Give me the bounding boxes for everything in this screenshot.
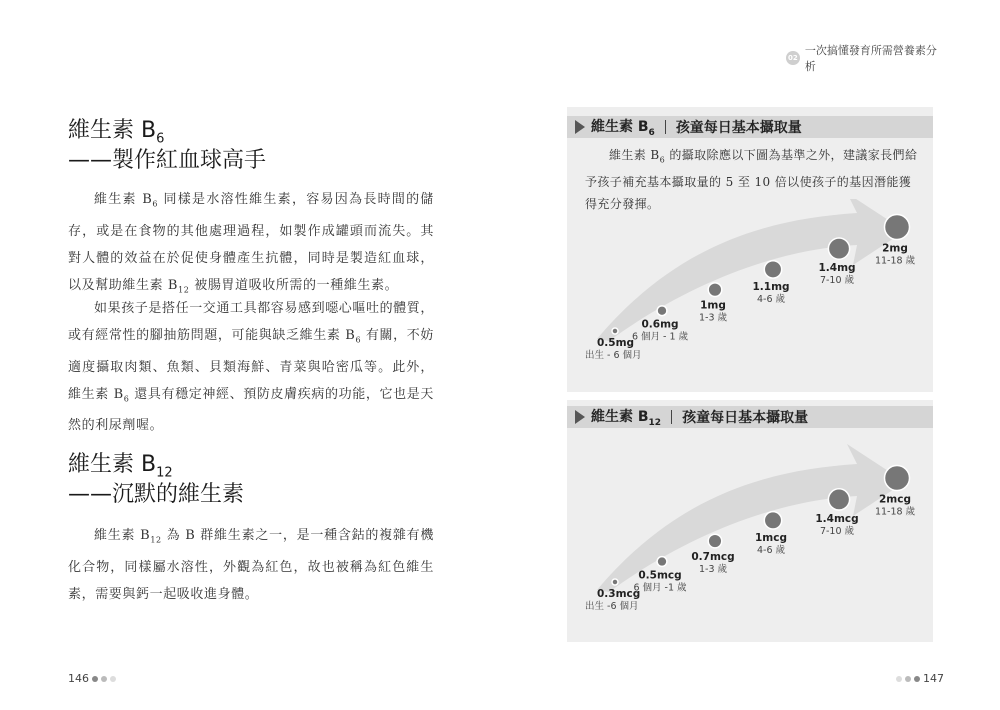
triangle-icon [575, 410, 585, 424]
intake-dot [612, 579, 618, 585]
subscript: 6 [659, 155, 666, 165]
age-label: 1-3 歲 [698, 563, 728, 575]
text-run: 如果孩子是搭任一交通工具都容易感到噁心嘔吐的體質，或有經常性的腳抽筋問題，可能與缺乏維生素 B [68, 301, 435, 343]
value-label: 1.4mg [818, 262, 856, 275]
b6-title: 維生素 $B_6$ [68, 118, 165, 147]
b6-box-header [567, 116, 933, 138]
intake-dot [657, 557, 667, 567]
right-page-number: 147 [896, 672, 944, 685]
intake-dot [708, 534, 722, 548]
header-divider [665, 120, 666, 134]
age-label: 出生 -6 個月 [585, 601, 639, 612]
intake-dot [764, 261, 781, 278]
age-label: 11-18 歲 [874, 506, 916, 518]
text-run: 維生素 B [94, 528, 151, 543]
subscript: 12 [178, 285, 190, 295]
value-label: 1mcg [755, 532, 787, 545]
age-label: 1-3 歲 [698, 312, 728, 324]
b6-box-vitamin: 維生素 $B_6$ [591, 119, 655, 138]
b12-subtitle: ——沉默的維生素 [68, 482, 245, 507]
subscript: 12 [150, 535, 162, 545]
age-label: 6 個月 -1 歲 [633, 582, 687, 594]
age-label: 7-10 歲 [819, 526, 855, 538]
b6-paragraph-1 [68, 186, 434, 303]
value-label: 0.5mcg [638, 569, 682, 582]
intake-dot [612, 328, 618, 334]
intake-dot [764, 512, 781, 529]
intake-dot [885, 215, 910, 240]
b12-title: 維生素 $B_{12}$ [68, 452, 173, 481]
text-run: 為 B 群維生素之一，是一種含鈷的複雜有機化合物，同樣屬水溶性，外觀為紅色，故也被稱為紅色維生素，需要與鈣一起吸收進身體。 [68, 528, 435, 602]
value-label: 0.5mg [597, 337, 635, 349]
text-run: 的攝取除應以下圖為基準之外，建議家長們給予孩子補充基本攝取量的 5 至 10 倍以使孩子的基因潛能獲得充分發揮。 [585, 148, 918, 212]
age-label: 4-6 歲 [756, 294, 786, 306]
subscript: 6 [123, 394, 130, 404]
value-label: 0.7mcg [691, 550, 735, 563]
b12-intake-box [567, 400, 933, 642]
text-run: 同樣是水溶性維生素，容易因為長時間的儲存，或是在食物的其他處理過程，如製作成罐頭而流失。其對人體的效益在於促使身體產生抗體，同時是製造紅血球，以及幫助維生素 B [68, 192, 435, 293]
text-run: 維生素 B [609, 148, 660, 162]
age-label: 6 個月 - 1 歲 [631, 331, 689, 343]
b12-paragraph-1 [68, 522, 434, 608]
b12-box-title: 孩童每日基本攝取量 [682, 410, 809, 426]
header-divider [671, 410, 672, 424]
b6-paragraph-2 [68, 295, 434, 439]
value-label: 2mg [882, 242, 908, 255]
value-label: 2mcg [879, 493, 911, 506]
intake-dot [708, 283, 722, 297]
value-label: 1.4mcg [815, 513, 859, 526]
running-header [786, 44, 946, 73]
age-label: 出生 - 6 個月 [585, 350, 642, 361]
text-run: 還具有穩定神經、預防皮膚疾病的功能，它也是天然的利尿劑喔。 [68, 386, 435, 434]
b6-intake-chart [567, 199, 933, 389]
chapter-title: 一次搞懂發育所需營養素分析 [804, 44, 937, 73]
subscript: 6 [355, 335, 362, 345]
text-run: 維生素 B [94, 192, 153, 207]
b12-box-header [567, 406, 933, 428]
b6-box-title: 孩童每日基本攝取量 [675, 120, 802, 136]
b12-box-vitamin: 維生素 $B_{12}$ [591, 409, 662, 428]
age-label: 4-6 歲 [756, 545, 786, 557]
triangle-icon [575, 120, 585, 134]
value-label: 0.6mg [641, 318, 679, 331]
age-label: 11-18 歲 [874, 255, 916, 267]
subscript: 6 [152, 199, 159, 209]
b6-intake-box [567, 107, 933, 392]
text-run: 有關，不妨適度攝取肉類、魚類、貝類海鮮、青菜與哈密瓜等。此外，維生素 B [68, 328, 435, 402]
intake-dot [828, 238, 849, 259]
value-label: 1.1mg [752, 281, 790, 294]
intake-dot [828, 489, 849, 510]
b6-subtitle: ——製作紅血球高手 [68, 148, 267, 173]
chapter-badge: 02 [786, 51, 800, 65]
value-label: 0.3mcg [597, 588, 641, 600]
intake-dot [885, 466, 910, 491]
text-run: 被腸胃道吸收所需的一種維生素。 [189, 277, 399, 293]
intake-dot [657, 306, 667, 316]
value-label: 1mg [700, 299, 726, 312]
b12-intake-chart [567, 432, 933, 642]
left-page-number: 146 [68, 672, 116, 685]
age-label: 7-10 歲 [819, 275, 855, 287]
